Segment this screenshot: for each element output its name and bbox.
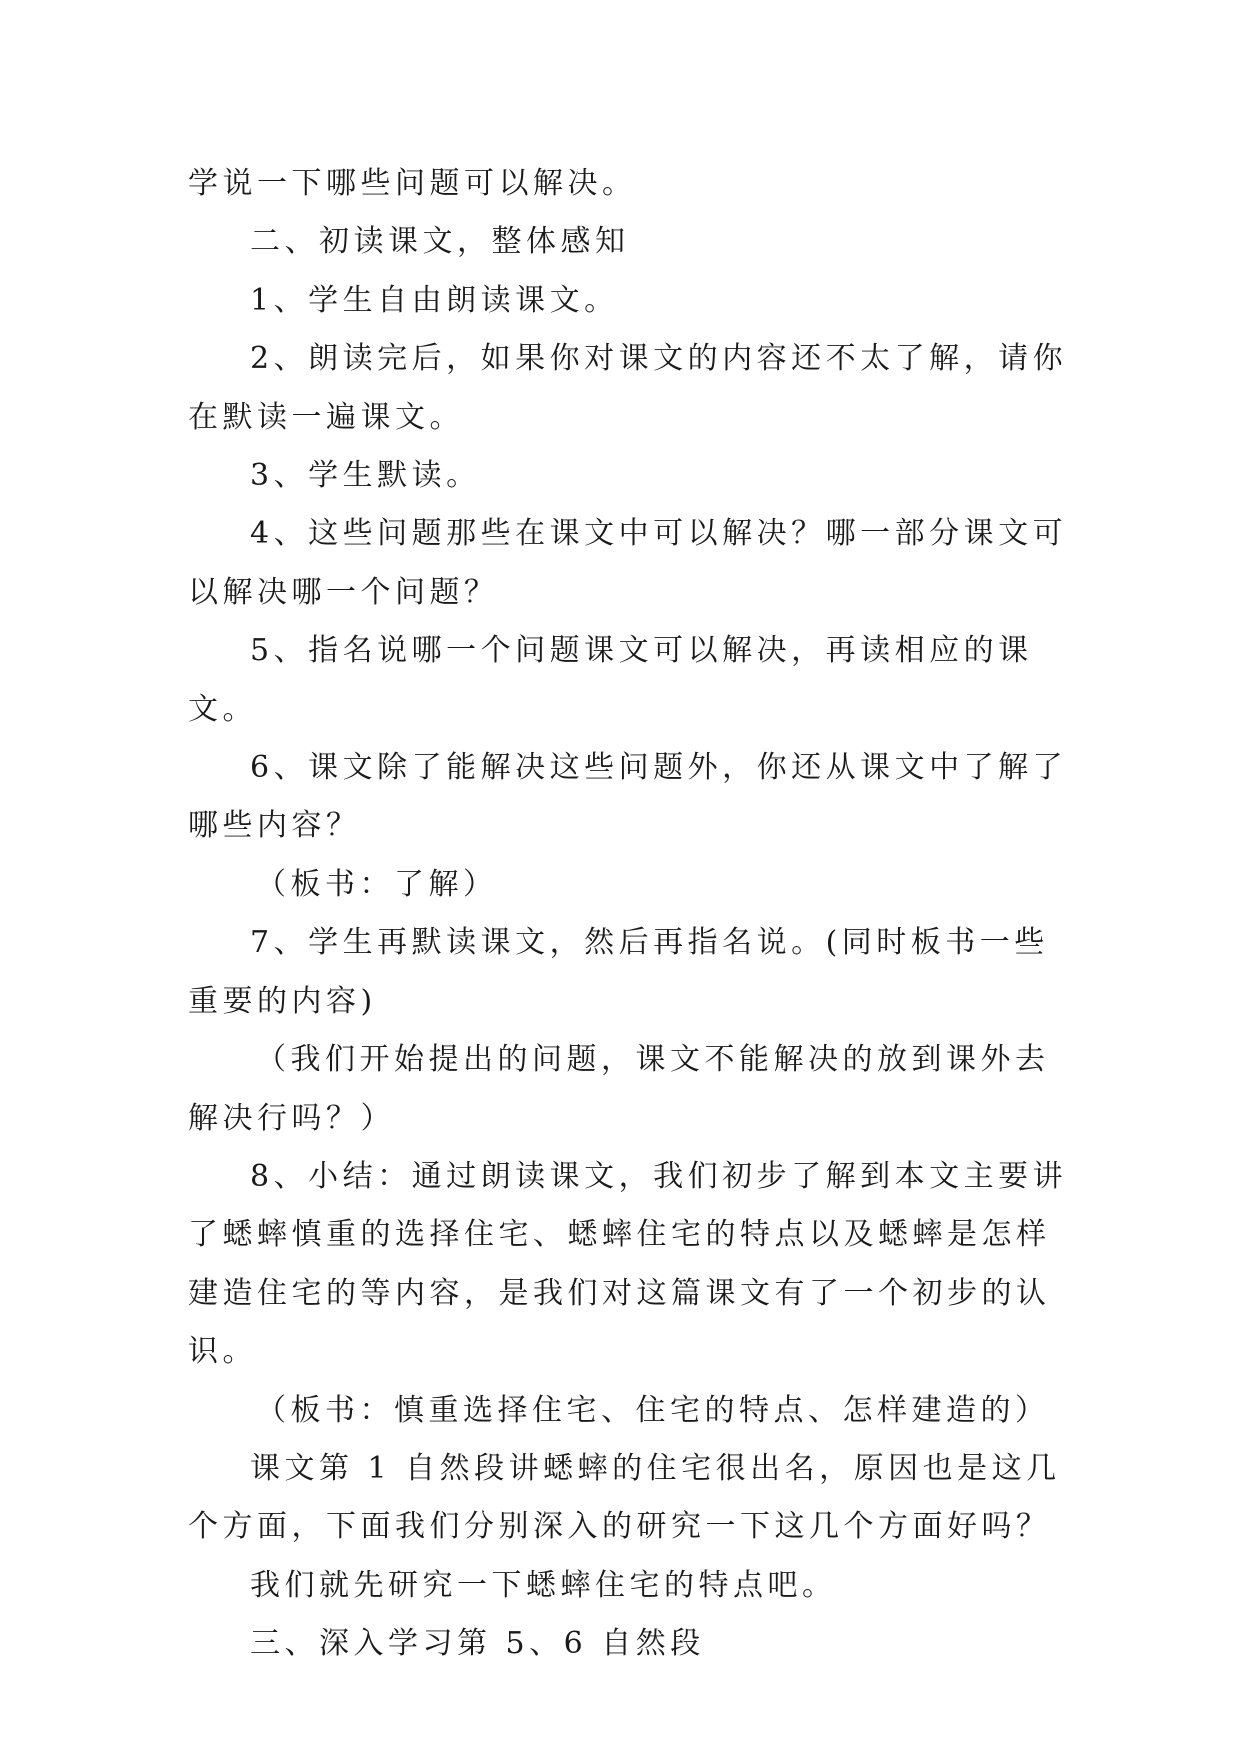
paragraph-step-6: 6、课文除了能解决这些问题外，你还从课文中了解了哪些内容？ (188, 750, 1068, 844)
section-heading-3: 三、深入学习第 5、6 自然段 (250, 1626, 705, 1662)
paragraph-step-2: 2、朗读完后，如果你对课文的内容还不太了解，请你在默读一遍课文。 (188, 341, 1068, 435)
paragraph-step-7: 7、学生再默读课文，然后再指名说。(同时板书一些重要的内容) (188, 925, 1049, 1019)
document-body (188, 155, 1068, 1674)
board-note-topics: （板书：慎重选择住宅、住宅的特点、怎样建造的） (256, 1392, 1050, 1428)
paragraph-step-8-summary: 8、小结：通过朗读课文，我们初步了解到本文主要讲了蟋蟀慎重的选择住宅、蟋蟀住宅的特点以及蟋蟀是怎样建造住宅的等内容，是我们对这篇课文有了一个初步的认识。 (188, 1158, 1068, 1370)
paragraph-start-study: 我们就先研究一下蟋蟀住宅的特点吧。 (250, 1567, 837, 1603)
paragraph-step-1: 1、学生自由朗读课文。 (250, 282, 619, 318)
paragraph-step-4: 4、这些问题那些在课文中可以解决？哪一部分课文可以解决哪一个问题？ (188, 516, 1068, 610)
paragraph-step-5: 5、指名说哪一个问题课文可以解决，再读相应的课文。 (188, 633, 1033, 727)
board-note-understand: （板书：了解） (256, 866, 498, 902)
paragraph-transition: 课文第 1 自然段讲蟋蟀的住宅很出名，原因也是这几个方面，下面我们分别深入的研究一下这几个方面好吗？ (188, 1450, 1061, 1545)
paragraph-question-note: （我们开始提出的问题，课文不能解决的放到课外去解决行吗？） (188, 1042, 1050, 1136)
paragraph-continuation: 学说一下哪些问题可以解决。 (188, 166, 637, 201)
paragraph-step-3: 3、学生默读。 (250, 458, 481, 494)
section-heading-2: 二、初读课文，整体感知 (250, 224, 630, 260)
